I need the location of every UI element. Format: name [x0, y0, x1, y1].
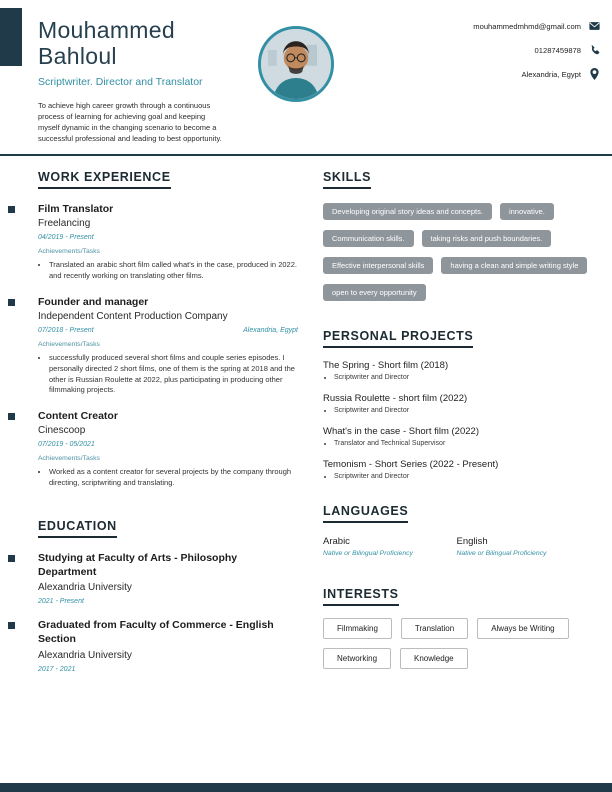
email-icon	[589, 20, 600, 32]
language-name: English	[456, 536, 488, 547]
achievement-list	[38, 467, 298, 489]
contact-email-row	[473, 20, 600, 32]
projects-section-title: PERSONAL PROJECTS	[323, 329, 590, 348]
interest-tag: Knowledge	[400, 648, 468, 669]
profile-photo	[258, 26, 334, 102]
achievement-item: • Translated an arabic short film called what's in the case, produced in 2022. and recently working on translating other films.	[49, 260, 298, 282]
degree-title: Studying at Faculty of Arts - Philosophy Department	[38, 552, 238, 578]
interest-tag: Translation	[401, 618, 468, 639]
skill-pill-list	[323, 203, 590, 301]
date-range: 04/2019 - Present	[38, 234, 94, 241]
achievement-item: • Worked as a content creator for several projects by the company through directing, scriptwriting and translating.	[49, 467, 298, 489]
education-section	[38, 519, 298, 673]
company-name: Freelancing	[38, 218, 91, 229]
language-entry	[457, 536, 591, 557]
achievements-label: Achievements/Tasks	[38, 455, 100, 463]
achievements-label: Achievements/Tasks	[38, 248, 100, 255]
work-entry	[38, 203, 298, 282]
person-title: Scriptwriter. Director and Translator	[38, 75, 203, 88]
job-title: Founder and manager	[38, 295, 149, 308]
contact-phone-row	[535, 44, 600, 56]
project-role: • Translator and Technical Supervisor	[334, 440, 590, 447]
company-name: Cinescoop	[38, 425, 86, 437]
summary-text: To achieve high career growth through a continuous process of learning for achieving goal and keeping myself dynamic in the changing scenario to become a successful professional and leading to best opportunity.	[38, 100, 222, 144]
timeline-marker	[8, 413, 15, 420]
resume-header	[38, 18, 250, 145]
degree-title: Graduated from Faculty of Commerce - English Section	[38, 619, 274, 645]
project-role: • Scriptwriter and Director	[334, 407, 590, 414]
language-entry	[323, 536, 457, 557]
project-role: • Scriptwriter and Director	[334, 473, 590, 480]
school-name: Alexandria University	[38, 649, 132, 661]
work-entry	[38, 296, 298, 397]
skill-pill: having a clean and simple writing style	[441, 257, 587, 274]
interest-tag: Filmmaking	[323, 618, 392, 639]
project-title: The Spring - Short film (2018)	[323, 360, 449, 371]
language-level: Native or Bilingual Proficiency	[323, 550, 413, 557]
date-range: 07/2018 - Present	[38, 326, 94, 334]
work-section	[38, 170, 298, 489]
achievement-item: • successfully produced several short films and couple series episodes. I personally directed 2 short films, one of them is the spring at 2018 and the other is Russian Roulette at 2022, plus participating in producing other filmmaking projects.	[49, 353, 298, 397]
project-role: • Scriptwriter and Director	[334, 374, 590, 381]
work-entry	[38, 410, 298, 489]
skill-pill: Communication skills.	[323, 230, 414, 247]
language-name: Arabic	[323, 536, 350, 547]
date-range: 07/2019 - 05/2021	[38, 441, 95, 449]
education-entry	[38, 619, 298, 672]
timeline-marker	[8, 299, 15, 306]
location-text: Alexandria, Egypt	[521, 69, 581, 79]
education-date: 2021 - Present	[38, 598, 84, 606]
job-location: Alexandria, Egypt	[243, 326, 298, 334]
interests-section-title: INTERESTS	[323, 587, 590, 606]
interest-tag: Always be Writing	[477, 618, 568, 639]
interests-section	[323, 587, 590, 669]
projects-section	[323, 329, 590, 480]
header-divider	[0, 154, 612, 156]
job-title: Content Creator	[38, 410, 118, 423]
contact-block	[473, 20, 600, 80]
interest-tag: Networking	[323, 648, 391, 669]
email-text: mouhammedmhmd@gmail.com	[473, 21, 581, 31]
timeline-marker	[8, 622, 15, 629]
left-column	[38, 170, 298, 673]
project-title: Russia Roulette - short film (2022)	[323, 393, 468, 404]
achievements-label: Achievements/Tasks	[38, 340, 100, 348]
contact-location-row	[521, 68, 600, 80]
interest-tag-list	[323, 618, 590, 669]
education-entry	[38, 552, 298, 605]
skills-section-title: SKILLS	[323, 170, 590, 189]
timeline-marker	[8, 206, 15, 213]
header-corner-accent	[0, 8, 22, 66]
project-entry	[323, 393, 590, 414]
language-level: Native or Bilingual Proficiency	[456, 550, 547, 557]
skill-pill: Effective interpersonal skills	[323, 257, 433, 274]
language-list	[323, 536, 590, 557]
right-column	[323, 170, 590, 669]
skills-section	[323, 170, 590, 301]
project-entry	[323, 360, 590, 381]
phone-icon	[589, 44, 600, 56]
project-entry	[323, 459, 590, 480]
timeline-marker	[8, 555, 15, 562]
avatar-graphic	[261, 29, 331, 99]
job-title: Film Translator	[38, 203, 114, 215]
skill-pill: Developing original story ideas and concepts.	[323, 203, 492, 220]
achievement-list	[38, 353, 298, 397]
location-pin-icon	[589, 68, 600, 80]
project-entry	[323, 426, 590, 447]
project-title: What's in the case - Short film (2022)	[323, 426, 479, 437]
person-name-line1: Mouhammed	[38, 17, 175, 43]
school-name: Alexandria University	[38, 582, 132, 594]
languages-section-title: LANGUAGES	[323, 504, 590, 523]
education-section-title: EDUCATION	[38, 519, 298, 538]
skill-pill: taking risks and push boundaries.	[422, 230, 552, 247]
project-title: Temonism - Short Series (2022 - Present)	[323, 459, 499, 470]
education-date: 2017 - 2021	[38, 665, 76, 673]
person-name-line2: Bahloul	[38, 42, 117, 69]
achievement-list	[38, 260, 298, 282]
company-name: Independent Content Production Company	[38, 310, 228, 322]
phone-text: 01287459878	[534, 45, 581, 55]
languages-section	[323, 504, 590, 557]
footer-bar	[0, 783, 612, 792]
skill-pill: open to every opportunity	[323, 284, 426, 301]
person-name	[38, 18, 250, 70]
skill-pill: innovative.	[500, 203, 554, 220]
work-section-title: WORK EXPERIENCE	[38, 170, 298, 189]
